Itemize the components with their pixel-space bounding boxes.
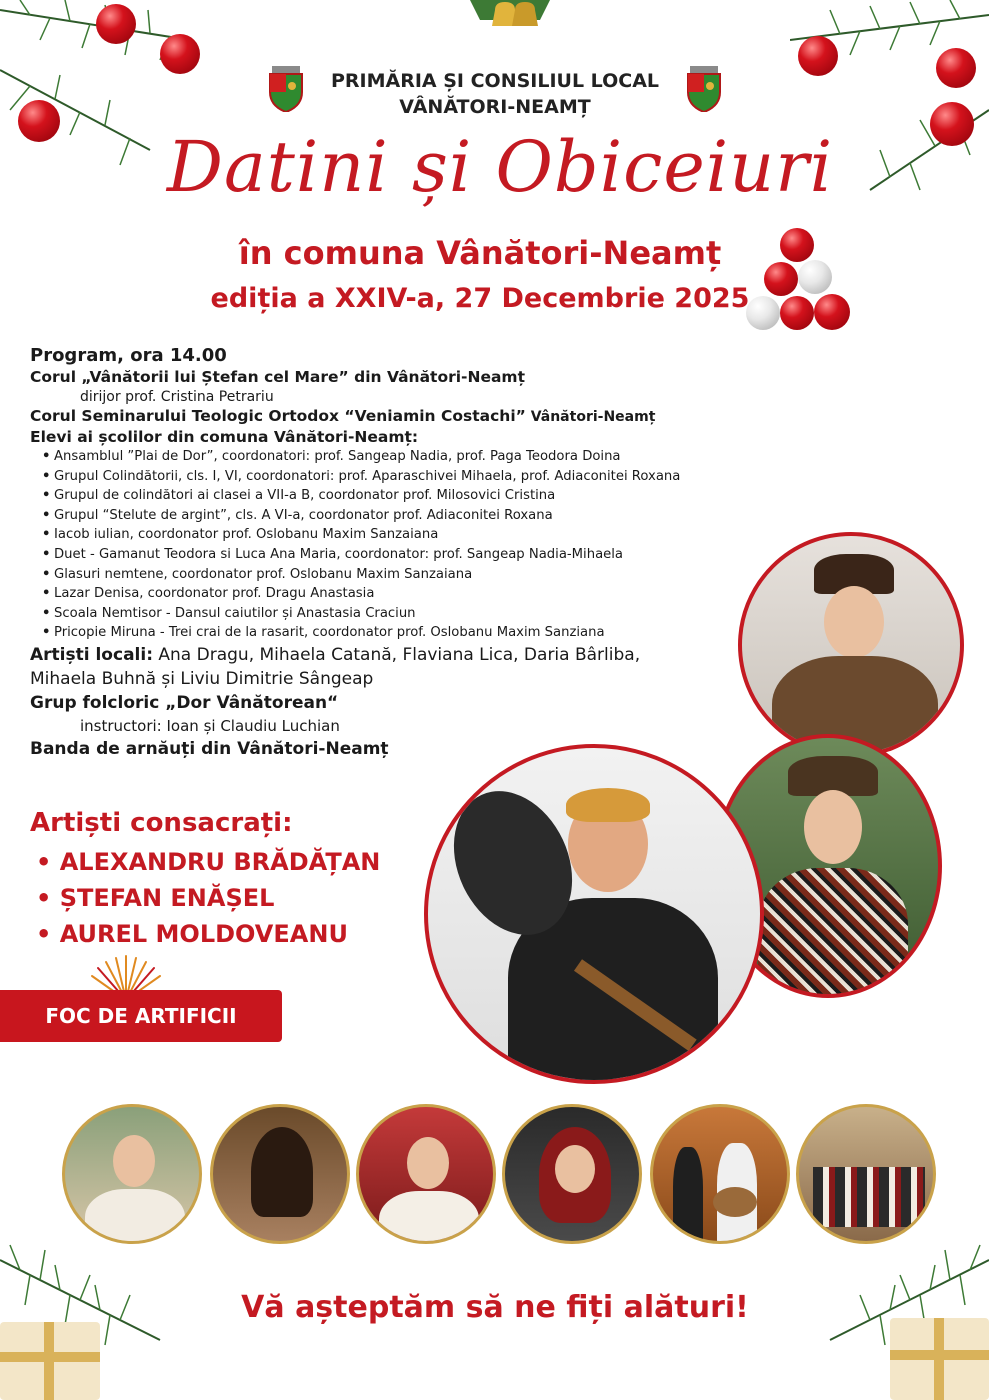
- performer-photo: [650, 1104, 790, 1244]
- artist-portrait: [738, 532, 964, 758]
- event-subtitle: în comuna Vânători-Neamț: [238, 234, 722, 272]
- closing-message: Vă așteptăm să ne fiți alături!: [241, 1290, 749, 1325]
- red-ornament: [160, 34, 200, 74]
- list-item: • Grupul “Stelute de argint”, cls. A VI-a, coordonator prof. Adiaconitei Roxana: [42, 506, 790, 526]
- featured-artists-heading: Artiști consacrați:: [30, 808, 293, 838]
- red-ornament: [96, 4, 136, 44]
- list-item: • Grupul Colindătorii, cls. I, VI, coordonatori: prof. Aparaschivei Mihaela, prof. Adiaconitei Roxana: [42, 467, 790, 487]
- list-item: • Lazar Denisa, coordonator prof. Dragu Anastasia: [42, 584, 790, 604]
- red-ornament: [798, 36, 838, 76]
- gift-ribbon: [890, 1350, 989, 1360]
- list-item: • Glasuri nemtene, coordonator prof. Oslobanu Maxim Sanzaiana: [42, 565, 790, 585]
- program-heading: Program, ora 14.00: [30, 345, 227, 366]
- list-item: • Grupul de colindători ai clasei a VII-a B, coordonator prof. Milosovici Cristina: [42, 486, 790, 506]
- choir-2: [30, 407, 790, 428]
- artist-portrait: [424, 744, 764, 1084]
- folk-group-instructors: instructori: Ioan și Claudiu Luchian: [80, 716, 340, 735]
- gift-box-icon: [890, 1318, 989, 1400]
- event-edition-date: ediția a XXIV-a, 27 Decembrie 2025: [210, 283, 750, 314]
- face: [113, 1135, 155, 1187]
- face: [407, 1137, 449, 1189]
- red-ornament: [930, 102, 974, 146]
- bells-icon: [450, 0, 570, 50]
- performer-photo: [210, 1104, 350, 1244]
- organization-line2: VÂNĂTORI-NEAMȚ: [399, 96, 591, 118]
- local-artists-line2: Mihaela Buhnă și Liviu Dimitrie Sângeap: [30, 668, 374, 689]
- featured-artist: • ȘTEFAN ENĂȘEL: [36, 880, 380, 916]
- face: [555, 1145, 595, 1193]
- list-item: • Duet - Gamanut Teodora si Luca Ana Maria, coordonator: prof. Sangeap Nadia-Mihaela: [42, 545, 790, 565]
- local-artists: [30, 643, 790, 667]
- guitar-icon: [713, 1187, 757, 1217]
- face: [824, 586, 884, 658]
- local-artists-label: Artiști locali:: [30, 644, 153, 665]
- organization-line1: PRIMĂRIA ȘI CONSILIUL LOCAL: [330, 70, 660, 92]
- folk-group: Grup folcloric „Dor Vânătorean“: [30, 692, 339, 713]
- program-section: [30, 344, 790, 761]
- list-item: • Ansamblul ”Plai de Dor”, coordonatori: prof. Sangeap Nadia, prof. Paga Teodora Doina: [42, 447, 790, 467]
- performer: [673, 1147, 703, 1244]
- folk-vest: [758, 868, 908, 998]
- face: [804, 790, 862, 864]
- hair: [251, 1127, 313, 1217]
- list-item: • Scoala Nemtisor - Dansul caiutilor și Anastasia Craciun: [42, 604, 790, 624]
- organization-name: [290, 68, 700, 120]
- red-ornament: [936, 48, 976, 88]
- local-artists-line1: Ana Dragu, Mihaela Catană, Flaviana Lica, Daria Bârliba,: [153, 644, 641, 665]
- fireworks-banner: FOC DE ARTIFICII: [0, 990, 282, 1042]
- red-ornament: [18, 100, 60, 142]
- students-list: [30, 447, 790, 643]
- choir-2-name: Corul Seminarului Teologic Ortodox “Veniamin Costachi”: [30, 407, 526, 425]
- performer-photo: [356, 1104, 496, 1244]
- choir-1-conductor: dirijor prof. Cristina Petrariu: [80, 388, 274, 405]
- featured-artists-list: [36, 844, 380, 952]
- featured-artist: • AUREL MOLDOVEANU: [36, 916, 380, 952]
- list-item: • Iacob iulian, coordonator prof. Oslobanu Maxim Sanzaiana: [42, 525, 790, 545]
- students-heading: Elevi ai școlilor din comuna Vânători-Neamț:: [30, 427, 419, 446]
- folk-blouse: [379, 1191, 479, 1244]
- hair: [566, 788, 650, 822]
- performer-group: [813, 1167, 925, 1227]
- gift-box-icon: [0, 1322, 100, 1400]
- choir-2-location: Vânători-Neamț: [525, 409, 656, 425]
- gift-ribbon: [0, 1352, 100, 1362]
- featured-artist: • ALEXANDRU BRĂDĂȚAN: [36, 844, 380, 880]
- list-item: • Pricopie Miruna - Trei crai de la rasarit, coordonator prof. Oslobanu Maxim Sanziana: [42, 623, 790, 643]
- performer-photo: [502, 1104, 642, 1244]
- band: Banda de arnăuți din Vânători-Neamț: [30, 738, 389, 759]
- choir-1: Corul „Vânătorii lui Ștefan cel Mare” din Vânători-Neamț: [30, 368, 525, 386]
- event-title: Datini și Obiceiuri: [166, 126, 834, 208]
